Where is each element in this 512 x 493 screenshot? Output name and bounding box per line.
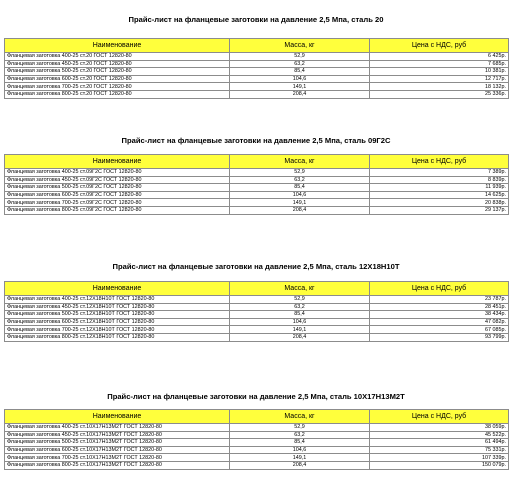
cell-mass: 85,4 (230, 439, 370, 447)
table-row (5, 191, 509, 199)
cell-mass: 63,2 (230, 176, 370, 184)
cell-name: Фланцевая заготовка 800-25 ст.09Г2С ГОСТ 12820-80 (5, 206, 230, 214)
cell-mass: 63,2 (230, 303, 370, 311)
table-row (5, 184, 509, 192)
cell-mass: 208,4 (230, 90, 370, 98)
header-name: Наименование (5, 410, 230, 424)
cell-price: 10 381р. (370, 68, 509, 76)
cell-price: 6 425р. (370, 53, 509, 61)
table-row (5, 206, 509, 214)
table-header-row (5, 39, 509, 53)
section-title: Прайс-лист на фланцевые заготовки на давление 2,5 Мпа, сталь 12Х18Н10Т (112, 262, 400, 271)
table-header-row (5, 155, 509, 169)
table-row (5, 461, 509, 469)
cell-name: Фланцевая заготовка 800-25 ст.12Х18Н10Т ГОСТ 12820-80 (5, 333, 230, 341)
cell-price: 28 451р. (370, 303, 509, 311)
cell-name: Фланцевая заготовка 700-25 ст.12Х18Н10Т ГОСТ 12820-80 (5, 326, 230, 334)
cell-name: Фланцевая заготовка 400-25 ст.09Г2С ГОСТ 12820-80 (5, 169, 230, 177)
cell-mass: 208,4 (230, 206, 370, 214)
cell-name: Фланцевая заготовка 450-25 ст.09Г2С ГОСТ 12820-80 (5, 176, 230, 184)
table-row (5, 311, 509, 319)
cell-price: 12 717р. (370, 75, 509, 83)
header-price: Цена с НДС, руб (370, 39, 509, 53)
cell-name: Фланцевая заготовка 450-25 ст.12Х18Н10Т ГОСТ 12820-80 (5, 303, 230, 311)
cell-price: 7 389р. (370, 169, 509, 177)
cell-name: Фланцевая заготовка 450-25 ст.10Х17Н13М2Т ГОСТ 12820-80 (5, 431, 230, 439)
cell-name: Фланцевая заготовка 600-25 ст.09Г2С ГОСТ 12820-80 (5, 191, 230, 199)
cell-mass: 104,6 (230, 191, 370, 199)
table-row (5, 90, 509, 98)
cell-name: Фланцевая заготовка 400-25 ст.12Х18Н10Т ГОСТ 12820-80 (5, 296, 230, 304)
cell-name: Фланцевая заготовка 700-25 ст.10Х17Н13М2Т ГОСТ 12820-80 (5, 454, 230, 462)
cell-price: 23 787р. (370, 296, 509, 304)
cell-price: 93 799р. (370, 333, 509, 341)
table-row (5, 326, 509, 334)
table-row (5, 169, 509, 177)
cell-mass: 149,1 (230, 454, 370, 462)
table-row (5, 199, 509, 207)
cell-mass: 52,9 (230, 53, 370, 61)
table-row (5, 454, 509, 462)
cell-mass: 63,2 (230, 60, 370, 68)
cell-mass: 149,1 (230, 83, 370, 91)
cell-price: 61 494р. (370, 439, 509, 447)
cell-name: Фланцевая заготовка 500-25 ст.12Х18Н10Т ГОСТ 12820-80 (5, 311, 230, 319)
cell-price: 20 838р. (370, 199, 509, 207)
cell-mass: 85,4 (230, 68, 370, 76)
cell-name: Фланцевая заготовка 600-25 ст.20 ГОСТ 12820-80 (5, 75, 230, 83)
cell-name: Фланцевая заготовка 400-25 ст.10Х17Н13М2Т ГОСТ 12820-80 (5, 424, 230, 432)
table-row (5, 176, 509, 184)
header-mass: Масса, кг (230, 282, 370, 296)
cell-name: Фланцевая заготовка 600-25 ст.10Х17Н13М2Т ГОСТ 12820-80 (5, 446, 230, 454)
cell-mass: 149,1 (230, 326, 370, 334)
cell-mass: 52,9 (230, 424, 370, 432)
header-price: Цена с НДС, руб (370, 282, 509, 296)
table-row (5, 318, 509, 326)
cell-mass: 104,6 (230, 318, 370, 326)
table-row (5, 303, 509, 311)
cell-mass: 63,2 (230, 431, 370, 439)
cell-mass: 52,9 (230, 296, 370, 304)
table-header-row (5, 282, 509, 296)
cell-mass: 52,9 (230, 169, 370, 177)
header-price: Цена с НДС, руб (370, 410, 509, 424)
cell-name: Фланцевая заготовка 400-25 ст.20 ГОСТ 12820-80 (5, 53, 230, 61)
cell-name: Фланцевая заготовка 700-25 ст.20 ГОСТ 12820-80 (5, 83, 230, 91)
cell-mass: 208,4 (230, 333, 370, 341)
cell-price: 67 085р. (370, 326, 509, 334)
table-row (5, 53, 509, 61)
cell-mass: 149,1 (230, 199, 370, 207)
table-row (5, 446, 509, 454)
cell-name: Фланцевая заготовка 450-25 ст.20 ГОСТ 12820-80 (5, 60, 230, 68)
header-mass: Масса, кг (230, 410, 370, 424)
cell-name: Фланцевая заготовка 500-25 ст.09Г2С ГОСТ 12820-80 (5, 184, 230, 192)
cell-name: Фланцевая заготовка 500-25 ст.20 ГОСТ 12820-80 (5, 68, 230, 76)
cell-name: Фланцевая заготовка 800-25 ст.20 ГОСТ 12820-80 (5, 90, 230, 98)
section-title: Прайс-лист на фланцевые заготовки на давление 2,5 Мпа, сталь 09Г2С (121, 136, 391, 145)
cell-price: 107 339р. (370, 454, 509, 462)
header-mass: Масса, кг (230, 155, 370, 169)
price-table (4, 154, 509, 215)
cell-mass: 208,4 (230, 461, 370, 469)
cell-price: 18 132р. (370, 83, 509, 91)
price-table (4, 38, 509, 99)
cell-price: 38 434р. (370, 311, 509, 319)
table-row (5, 431, 509, 439)
cell-mass: 104,6 (230, 446, 370, 454)
cell-price: 7 685р. (370, 60, 509, 68)
cell-price: 11 939р. (370, 184, 509, 192)
price-table (4, 409, 509, 470)
table-row (5, 296, 509, 304)
header-mass: Масса, кг (230, 39, 370, 53)
table-row (5, 439, 509, 447)
cell-price: 29 137р. (370, 206, 509, 214)
table-row (5, 424, 509, 432)
header-name: Наименование (5, 282, 230, 296)
section-title: Прайс-лист на фланцевые заготовки на давление 2,5 Мпа, сталь 20 (128, 15, 384, 24)
table-row (5, 75, 509, 83)
cell-price: 8 839р. (370, 176, 509, 184)
cell-price: 38 059р. (370, 424, 509, 432)
cell-name: Фланцевая заготовка 800-25 ст.10Х17Н13М2Т ГОСТ 12820-80 (5, 461, 230, 469)
header-price: Цена с НДС, руб (370, 155, 509, 169)
cell-price: 14 625р. (370, 191, 509, 199)
section-title: Прайс-лист на фланцевые заготовки на давление 2,5 Мпа, сталь 10Х17Н13М2Т (107, 392, 405, 401)
table-row (5, 333, 509, 341)
cell-name: Фланцевая заготовка 500-25 ст.10Х17Н13М2Т ГОСТ 12820-80 (5, 439, 230, 447)
cell-price: 150 079р. (370, 461, 509, 469)
cell-price: 47 082р. (370, 318, 509, 326)
table-row (5, 83, 509, 91)
header-name: Наименование (5, 155, 230, 169)
cell-mass: 104,6 (230, 75, 370, 83)
price-table (4, 281, 509, 342)
table-row (5, 68, 509, 76)
cell-name: Фланцевая заготовка 600-25 ст.12Х18Н10Т ГОСТ 12820-80 (5, 318, 230, 326)
table-header-row (5, 410, 509, 424)
cell-price: 25 336р. (370, 90, 509, 98)
cell-mass: 85,4 (230, 311, 370, 319)
table-row (5, 60, 509, 68)
cell-price: 45 522р. (370, 431, 509, 439)
cell-name: Фланцевая заготовка 700-25 ст.09Г2С ГОСТ 12820-80 (5, 199, 230, 207)
header-name: Наименование (5, 39, 230, 53)
cell-price: 75 331р. (370, 446, 509, 454)
cell-mass: 85,4 (230, 184, 370, 192)
